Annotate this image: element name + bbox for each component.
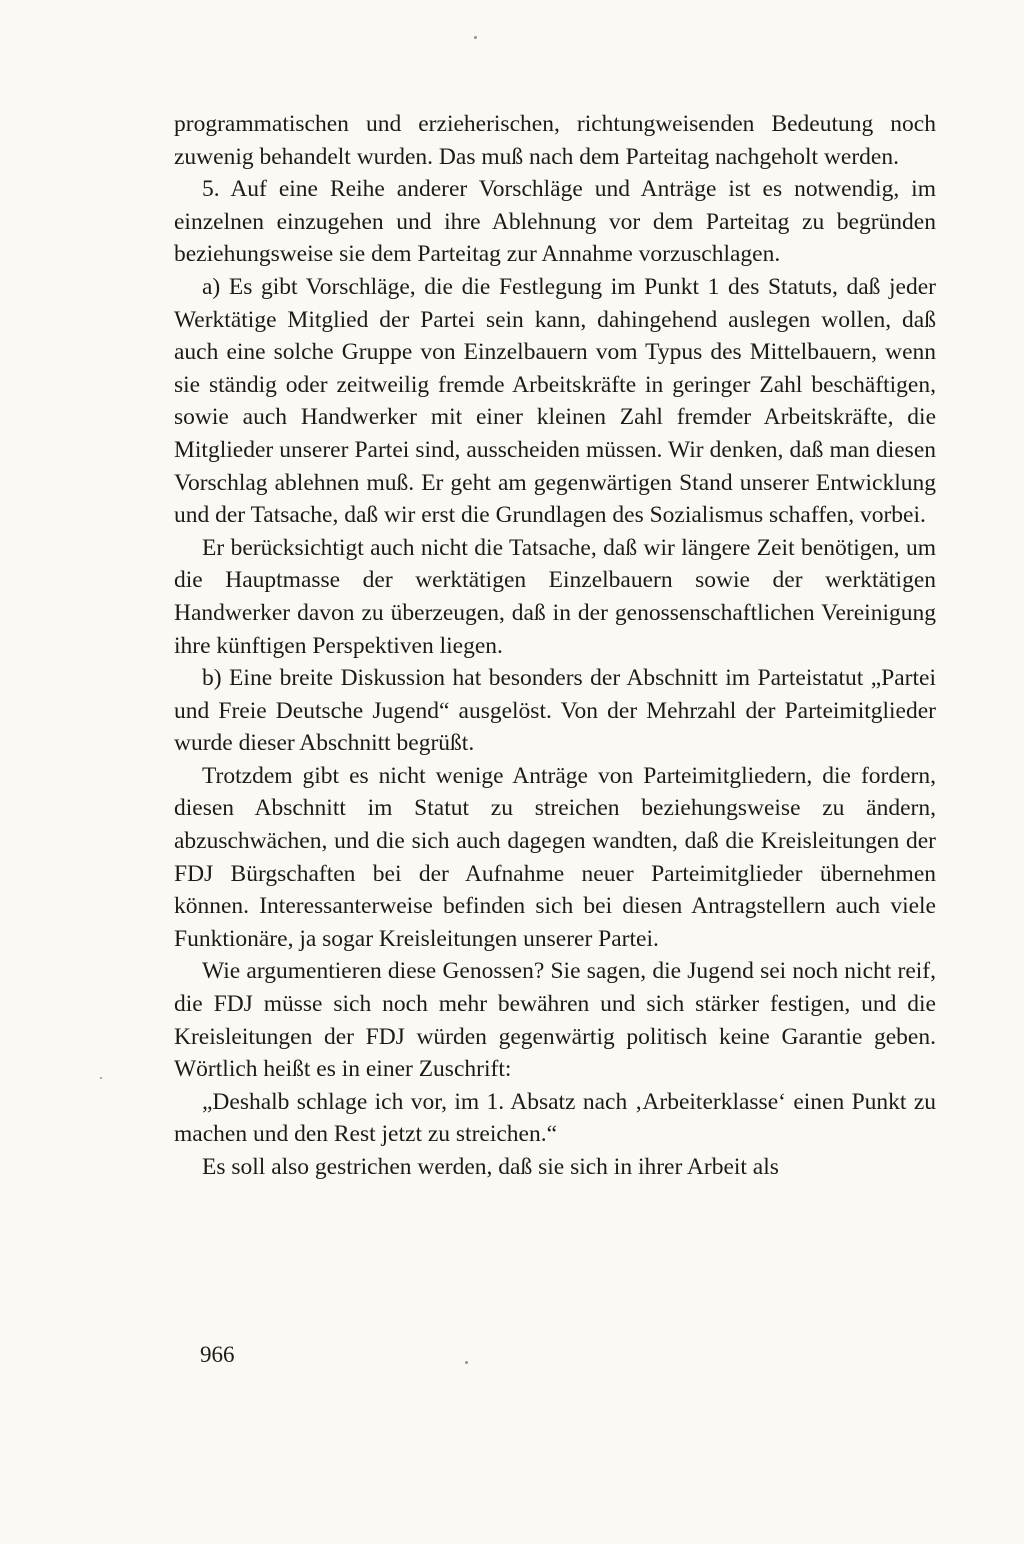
paragraph-consideration: Er berücksichtigt auch nicht die Tatsache, daß wir längere Zeit benötigen, um die Hauptmasse der werktätigen Einzelbauern sowie der werktätigen Handwerker davon zu überzeugen, daß in der genossenschaftlichen Vereinigung ihre künftigen Perspektiven liegen. xyxy=(174,534,936,659)
paragraph-quote: „Deshalb schlage ich vor, im 1. Absatz nach ‚Arbeiterklasse‘ einen Punkt zu machen und den Rest jetzt zu streichen.“ xyxy=(174,1088,936,1148)
paragraph-point-5: 5. Auf eine Reihe anderer Vorschläge und Anträge ist es notwendig, im einzelnen einzugehen und ihre Ablehnung vor dem Parteitag zu begründen beziehungsweise sie dem Parteitag zur Annahme vorzuschlagen. xyxy=(174,176,936,268)
paragraph-point-a: a) Es gibt Vorschläge, die die Festlegung im Punkt 1 des Statuts, daß jeder Werktätige Mitglied der Partei sein kann, dahingehend auslegen wollen, daß auch eine solche Gruppe von Einzelbauern vom Typus des Mittelbauern, wenn sie ständig oder zeitweilig fremde Arbeitskräfte in geringer Zahl beschäftigen, sowie auch Handwerker mit einer kleinen Zahl fremder Arbeitskräfte, die Mitglieder unserer Partei sind, ausscheiden müssen. Wir denken, daß man diesen Vorschlag ablehnen muß. Er geht am gegenwärtigen Stand unserer Entwicklung und der Tatsache, daß wir erst die Grundlagen des Sozialismus schaffen, vorbei. xyxy=(174,273,936,529)
paragraph-point-b: b) Eine breite Diskussion hat besonders der Abschnitt im Parteistatut „Partei und Freie Deutsche Jugend“ ausgelöst. Von der Mehrzahl der Parteimitglieder wurde dieser Abschnitt begrüßt. xyxy=(174,665,936,757)
paper-speck xyxy=(474,36,477,39)
paragraph-final-line: Es soll also gestrichen werden, daß sie sich in ihrer Arbeit als xyxy=(202,1154,779,1180)
paper-speck xyxy=(465,1361,468,1364)
paragraph-continuation: programmatischen und erzieherischen, richtungweisenden Bedeutung noch zuwenig behandelt wurden. Das muß nach dem Parteitag nachgeholt werden. xyxy=(174,111,936,170)
page-number: 966 xyxy=(200,1342,235,1367)
paragraph-arguments: Wie argumentieren diese Genossen? Sie sagen, die Jugend sei noch nicht reif, die FDJ müsse sich noch mehr bewähren und sich stärker festigen, und die Kreisleitungen der FDJ würden gegenwärtig politisch keine Garantie geben. Wörtlich heißt es in einer Zuschrift: xyxy=(174,958,936,1083)
paragraph-objections: Trotzdem gibt es nicht wenige Anträge von Parteimitgliedern, die fordern, diesen Abschnitt im Statut zu streichen beziehungsweise zu ändern, abzuschwächen, und die sich auch dagegen wandten, daß die Kreisleitungen der FDJ Bürgschaften bei der Aufnahme neuer Parteimitglieder übernehmen können. Interessanterweise befinden sich bei diesen Antragstellern auch viele Funktionäre, ja sogar Kreisleitungen unserer Partei. xyxy=(174,762,936,952)
body-text xyxy=(174,108,936,1184)
paper-speck xyxy=(100,1077,102,1079)
